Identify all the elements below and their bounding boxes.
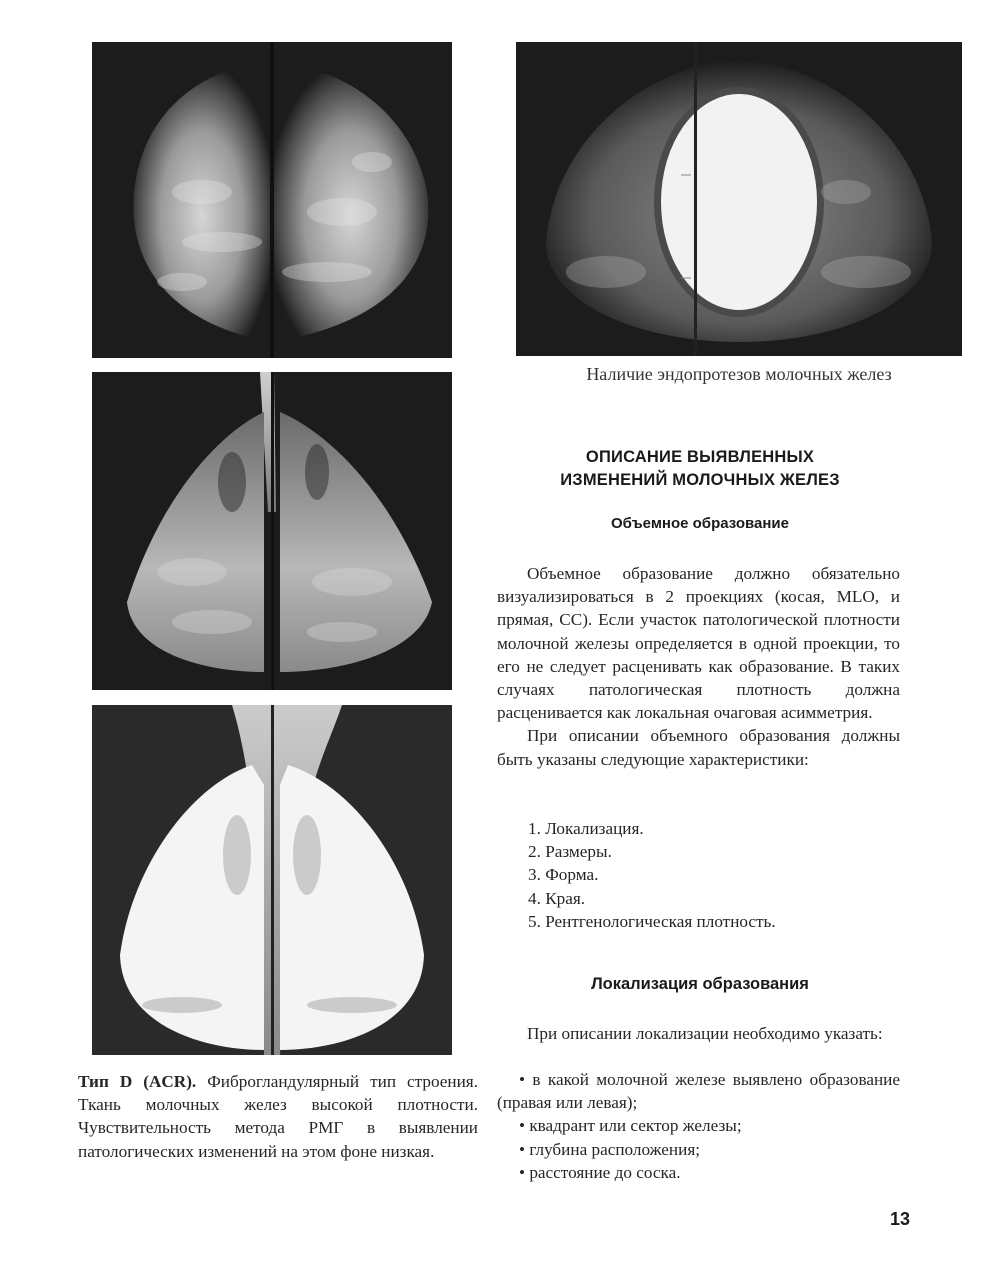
paragraph-1: Объемное образование должно обязательно визуализироваться в 2 проекциях (косая, MLO, и прямая, CC). Если участок патологической плотности молочной железы определяется в одной проекции, то его не следует расценивать как образование. В таких случаях патологическая плотность должна расценивается как локальная очаговая асимметрия. xyxy=(497,564,900,723)
caption-text: Фиброгландулярный тип строения. Ткань молочных желез высокой плотности. Чувствительность метода РМГ в выявлении патологических изменений на этом фоне низкая. xyxy=(78,1072,478,1161)
localization-intro xyxy=(497,1022,900,1045)
page-number: 13 xyxy=(889,1209,910,1229)
subsection-title: Объемное образование xyxy=(611,515,789,532)
section-title-line-2: ИЗМЕНЕНИЙ МОЛОЧНЫХ ЖЕЛЕЗ xyxy=(560,471,840,489)
mammogram-middle-left xyxy=(92,372,452,690)
bullet-item: • расстояние до соска. xyxy=(519,1162,681,1182)
bullet-item: • глубина расположения; xyxy=(519,1139,701,1159)
bullet-item: • в какой молочной железе выявлено образование (правая или левая); xyxy=(497,1070,900,1113)
mammogram-bottom-left xyxy=(92,705,452,1055)
body-paragraphs xyxy=(497,562,900,771)
figure-caption-implants: Наличие эндопротезов молочных желез xyxy=(586,364,892,384)
paragraph-2: При описании объемного образования должны быть указаны следующие характеристики: xyxy=(497,726,900,769)
list-item: 3. Форма. xyxy=(528,865,599,885)
list-item: 5. Рентгенологическая плотность. xyxy=(528,911,776,931)
bullet-item: • квадрант или сектор железы; xyxy=(519,1116,742,1136)
section-title-line-1: ОПИСАНИЕ ВЫЯВЛЕННЫХ xyxy=(585,448,815,466)
caption-lead: Тип D (ACR). xyxy=(78,1072,197,1091)
localization-title: Локализация образования xyxy=(591,975,809,993)
paragraph-3: При описании локализации необходимо указать: xyxy=(527,1024,883,1043)
figure-caption-type-d xyxy=(78,1070,478,1163)
localization-bullets xyxy=(497,1068,900,1184)
list-item: 1. Локализация. xyxy=(528,819,644,838)
list-item: 2. Размеры. xyxy=(528,842,612,862)
mammogram-top-right xyxy=(516,42,962,356)
list-item: 4. Края. xyxy=(528,888,586,908)
section-title xyxy=(500,446,900,492)
characteristics-list xyxy=(528,817,898,933)
mammogram-top-left xyxy=(92,42,452,358)
